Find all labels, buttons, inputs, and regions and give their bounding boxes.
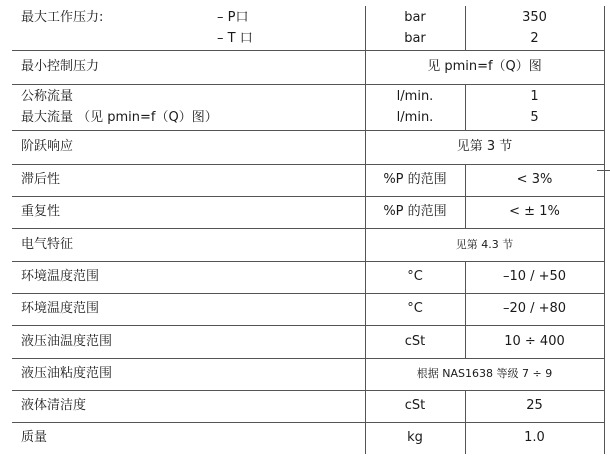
table-row [12,6,604,50]
param-cell [12,84,365,130]
table-row [12,164,604,196]
side-rule [597,170,610,171]
table-row [12,228,604,261]
table-row [12,261,604,293]
param-label: 质量 [12,422,365,454]
value-text: 10 ÷ 400 [465,325,604,358]
table-row [12,293,604,325]
value-text: –20 / +80 [465,293,604,325]
param-cell [12,6,365,50]
param-label: 液压油粘度范围 [12,358,365,390]
table-row [12,390,604,422]
value-cell [465,84,604,130]
value-text: < 3% [465,164,604,196]
unit-value: bar [404,9,426,25]
param-label: 环境温度范围 [12,293,365,325]
param-label: 公称流量 [21,89,74,104]
unit-value: l/min. [396,110,434,125]
param-label: 液压油温度范围 [12,325,365,358]
param-label: 最大流量 （见 pmin=f（Q）图） [21,110,218,125]
unit-value: kg [365,422,465,454]
value-text: 1 [530,89,539,104]
param-sublabel: – P口 [217,9,249,25]
param-label: 重复性 [12,196,365,228]
merged-value: 见 pmin=f（Q）图 [365,50,604,84]
value-text: 25 [465,390,604,422]
unit-value: bar [404,30,426,46]
param-label: 滞后性 [12,164,365,196]
value-text: 1.0 [465,422,604,454]
merged-value: 见第 4.3 节 [365,228,604,261]
value-text: < ± 1% [465,196,604,228]
param-label: 阶跃响应 [12,130,365,164]
value-text: 2 [530,30,539,46]
merged-value: 根据 NAS1638 等级 7 ÷ 9 [365,358,604,390]
spec-table [12,6,605,454]
unit-value: cSt [365,325,465,358]
param-label: 最大工作压力: [21,9,104,25]
unit-cell [365,6,465,50]
value-cell [465,6,604,50]
param-label: 电气特征 [12,228,365,261]
value-text: 350 [522,9,547,25]
unit-value: %P 的范围 [365,196,465,228]
merged-value: 见第 3 节 [365,130,604,164]
table-row [12,325,604,358]
param-label: 环境温度范围 [12,261,365,293]
value-text: –10 / +50 [465,261,604,293]
unit-value: °C [365,261,465,293]
table-row [12,84,604,130]
table-row [12,358,604,390]
unit-value: %P 的范围 [365,164,465,196]
unit-value: l/min. [396,89,434,104]
unit-value: cSt [365,390,465,422]
unit-cell [365,84,465,130]
table-row [12,130,604,164]
unit-value: °C [365,293,465,325]
table-row [12,196,604,228]
table-row [12,422,604,454]
param-sublabel: – T 口 [217,30,253,46]
param-label: 最小控制压力 [12,50,365,84]
value-text: 5 [530,110,539,125]
param-label: 液体清洁度 [12,390,365,422]
table-row [12,50,604,84]
